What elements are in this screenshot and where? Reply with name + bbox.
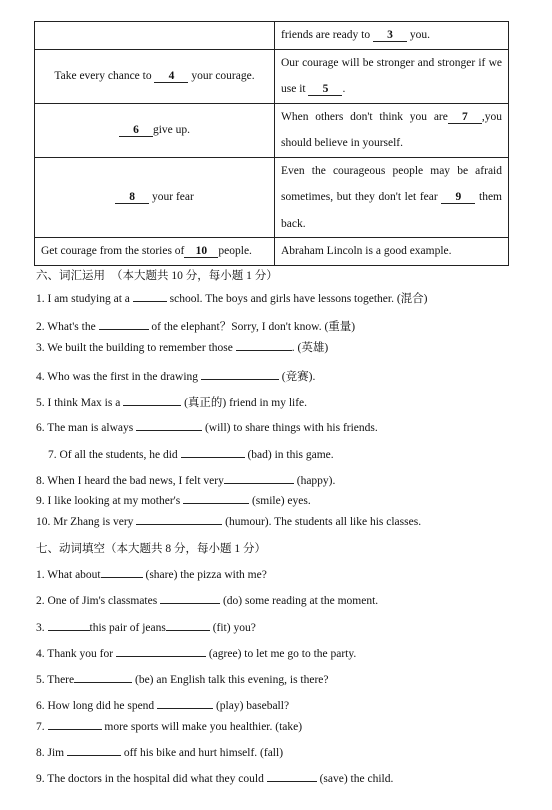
fill-in-blank[interactable] [201,369,279,380]
segment-text: more sports will make you healthier. (take) [101,721,303,733]
fill-in-blank[interactable] [133,291,167,302]
segment-text: Abraham Lincoln is a good example. [281,245,452,257]
segment-text: (竞赛). [278,371,316,383]
table-cell-right [275,22,509,50]
fill-in-blank[interactable] [136,420,202,431]
section-6-note: （本大题共 10 分，每小题 1 分） [111,270,278,282]
section-6-title: 六、词汇运用 [36,270,105,282]
question-item [36,514,421,528]
fill-in-blank[interactable] [99,319,149,330]
segment-text: 6. How long did he spend [36,700,158,712]
fill-in-blank[interactable] [224,473,294,484]
segment-text: you. [406,29,430,41]
fill-in-blank[interactable] [48,719,102,730]
question-item [36,339,328,355]
fill-in-blank[interactable] [160,593,220,604]
segment-text: 2. One of Jim's classmates [36,595,161,607]
segment-text: (bad) in this game. [244,449,334,461]
segment-text: Get courage from the stories of [41,244,185,257]
segment-text: your fear [149,190,194,203]
segment-text: give up. [152,123,191,136]
segment-text: 3. [36,622,48,634]
question-item [36,318,355,334]
fill-in-blank[interactable] [166,620,210,631]
question-item [36,493,311,507]
table-cell-left [35,157,275,238]
segment-text: 8. Jim [36,747,67,759]
table-cell-right [275,49,509,103]
answer-blank: 6 [119,124,153,137]
segment-text: . [342,83,346,95]
answer-blank: 7 [448,111,482,124]
table-row [35,103,509,157]
table-row [35,157,509,238]
table-cell-right [275,157,509,238]
segment-text: (真正的) friend in my life. [181,397,308,409]
fill-in-blank[interactable] [74,672,132,683]
segment-text: ,you should believe in yourself. [281,110,502,149]
question-item [48,447,334,461]
segment-text: (save) the child. [316,773,394,785]
segment-text: friends are ready to [281,29,373,41]
segment-text: (share) the pizza with me? [142,569,267,581]
segment-text: (do) some reading at the moment. [220,595,379,607]
question-item [36,719,302,733]
question-item [36,593,378,607]
fill-in-blank[interactable] [116,646,206,657]
segment-text: (be) an English talk this evening, is there? [132,674,329,686]
summary-table [34,21,509,266]
question-item [36,672,329,686]
section-7-title: 七、动词填空（本大题共 8 分，每小题 1 分） [36,543,266,555]
question-item [36,567,267,581]
segment-text: them back. [281,191,502,230]
table-row [35,22,509,50]
table-cell-right [275,238,509,266]
segment-text: (humour). The students all like his classes. [222,516,422,528]
segment-text: . (英雄) [291,342,329,354]
question-item [36,771,393,785]
segment-text: off his bike and hurt himself. (fall) [121,747,284,759]
table-cell-right [275,103,509,157]
question-item [36,620,256,634]
table-row [35,49,509,103]
segment-text: Our courage will be stronger and stronger if we use it [281,56,502,95]
fill-in-blank[interactable] [183,493,249,504]
fill-in-blank[interactable] [67,745,121,756]
segment-text: 9. I like looking at my mother's [36,495,184,507]
answer-blank: 9 [441,191,475,204]
fill-in-blank[interactable] [136,514,222,525]
segment-text: 3. We built the building to remember those [36,342,236,354]
segment-text: (play) baseball? [213,700,290,712]
segment-text: school. The boys and girls have lessons together. (混合) [166,293,428,305]
question-item [36,473,335,487]
question-item [36,420,378,434]
segment-text: 5. There [36,674,75,686]
segment-text: (fit) you? [209,622,256,634]
question-item [36,394,307,410]
question-item [36,698,289,712]
question-item [36,745,283,759]
fill-in-blank[interactable] [101,567,143,578]
segment-text: Take every chance to [54,69,155,82]
segment-text: this pair of jeans [89,622,166,634]
segment-text: 4. Who was the first in the drawing [36,371,201,383]
fill-in-blank[interactable] [157,698,213,709]
segment-text: your courage. [188,69,255,82]
table-row [35,238,509,266]
segment-text: (happy). [293,475,336,487]
segment-text: 8. When I heard the bad news, I felt very [36,475,224,487]
segment-text: 6. The man is always [36,422,137,434]
answer-blank: 5 [308,83,342,96]
segment-text: 7. [36,721,48,733]
segment-text: 1. I am studying at a [36,293,133,305]
segment-text: 1. What about [36,569,101,581]
answer-blank: 4 [154,70,188,83]
segment-text: (agree) to let me go to the party. [205,648,357,660]
question-item [36,646,356,660]
table-cell-left [35,103,275,157]
segment-text: When others don't think you are [281,110,448,123]
segment-text: 5. I think Max is a [36,397,124,409]
fill-in-blank[interactable] [181,447,245,458]
section-7-heading [36,540,266,556]
segment-text: 2. What's the [36,321,99,333]
segment-text: (will) to share things with his friends. [202,422,378,434]
fill-in-blank[interactable] [123,395,181,406]
segment-text: people. [218,244,252,257]
segment-text: Even the courageous people may be afraid sometimes, but they don't let fear [281,164,502,203]
segment-text: 7. Of all the students, he did [48,449,181,461]
table-cell-left [35,238,275,266]
section-6-heading [36,267,278,283]
answer-blank: 8 [115,191,149,204]
fill-in-blank[interactable] [236,340,292,351]
segment-text: 9. The doctors in the hospital did what they could [36,773,267,785]
answer-blank: 3 [373,29,407,42]
segment-text: 4. Thank you for [36,648,116,660]
question-item [36,368,315,384]
segment-text: (smile) eyes. [249,495,311,507]
segment-text: 10. Mr Zhang is very [36,516,137,528]
fill-in-blank[interactable] [48,620,90,631]
segment-text: of the elephant？Sorry, I don't know. (重量) [148,321,356,333]
answer-blank: 10 [184,245,218,258]
table-cell-left [35,22,275,50]
fill-in-blank[interactable] [267,771,317,782]
table-cell-left [35,49,275,103]
question-item [36,290,428,306]
